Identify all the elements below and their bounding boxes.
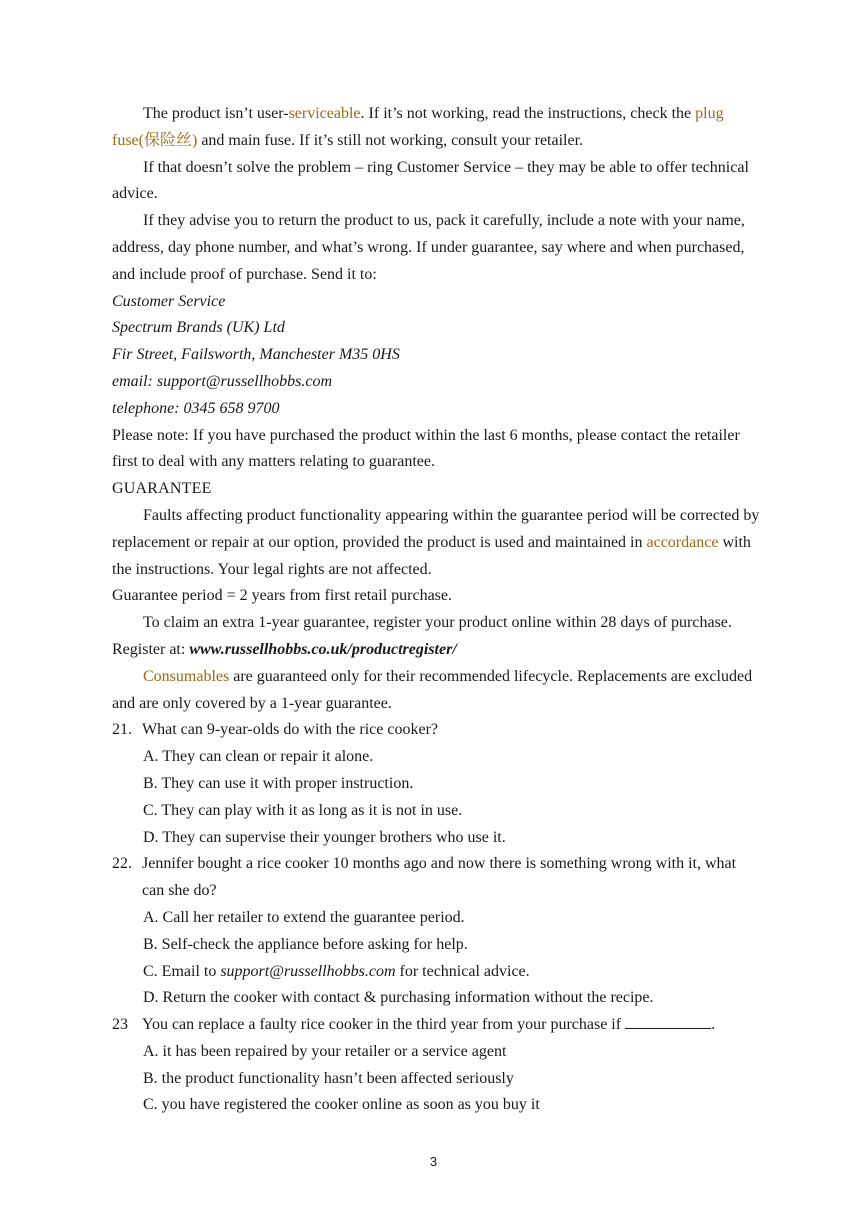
paragraph-serviceable — [112, 101, 760, 155]
option-d: D. Return the cooker with contact & purchasing information without the recipe. — [143, 989, 654, 1007]
question-text — [142, 1012, 760, 1039]
address-block — [112, 289, 760, 423]
option-a: A. it has been repaired by your retailer or a service agent — [143, 1042, 507, 1060]
option-c: C. They can play with it as long as it is not in use. — [143, 801, 463, 819]
question-number: 23 — [112, 1016, 128, 1034]
paragraph-extra-guarantee — [112, 610, 760, 664]
question-23 — [112, 1012, 760, 1119]
text-run: C. Email to — [143, 962, 221, 980]
question-21 — [112, 717, 760, 851]
register-url: www.russellhobbs.co.uk/productregister/ — [189, 640, 457, 658]
question-stem — [112, 1012, 760, 1039]
text-run: You can replace a faulty rice cooker in the third year from your purchase if — [142, 1016, 622, 1034]
highlighted-word: accordance — [646, 533, 719, 551]
answer-blank — [625, 1012, 711, 1029]
text-run: . — [711, 1016, 716, 1034]
paragraph-return-instructions: If they advise you to return the product to us, pack it carefully, include a note with your name, address, day phone number, and what’s wrong. If under guarantee, say where and when purchased, and include proof of purchase. Send it to: — [112, 212, 745, 283]
text-run: are guaranteed only for their recommended lifecycle. Replacements are excluded and are only covered by a 1-year guarantee. — [112, 667, 753, 712]
question-text: Jennifer bought a rice cooker 10 months ago and now there is something wrong with it, what can she do? — [142, 855, 737, 900]
support-email: support@russellhobbs.com — [220, 962, 396, 980]
text-run: for technical advice. — [395, 962, 530, 980]
address-line: Spectrum Brands (UK) Ltd — [112, 319, 285, 337]
option-c: C. you have registered the cooker online as soon as you buy it — [143, 1096, 540, 1114]
document-page — [112, 101, 760, 1119]
highlighted-word: plug fuse(保险丝) — [112, 105, 724, 149]
option-b: B. They can use it with proper instruction. — [143, 774, 414, 792]
option-d: D. They can supervise their younger brothers who use it. — [143, 828, 506, 846]
text-run: To claim an extra 1-year guarantee, register your product online within 28 days of purchase. Register at: — [112, 614, 732, 658]
option-b: B. Self-check the appliance before asking for help. — [143, 935, 468, 953]
text-run: The product isn’t user- — [143, 105, 289, 122]
option-a: A. Call her retailer to extend the guarantee period. — [143, 908, 465, 926]
paragraph-consumables — [112, 664, 760, 718]
address-email: email: support@russellhobbs.com — [112, 372, 333, 390]
option-c — [112, 959, 760, 986]
question-22 — [112, 851, 760, 1012]
question-number: 21. — [112, 721, 132, 739]
option-b: B. the product functionality hasn’t been affected seriously — [143, 1069, 514, 1087]
question-stem — [112, 717, 760, 744]
address-line: Fir Street, Failsworth, Manchester M35 0HS — [112, 346, 400, 364]
text-run: and main fuse. If it’s still not working, consult your retailer. — [197, 131, 584, 149]
section-heading-guarantee: GUARANTEE — [112, 480, 212, 498]
highlighted-word: serviceable — [288, 105, 361, 122]
paragraph-customer-service: If that doesn’t solve the problem – ring Customer Service – they may be able to offer technical advice. — [112, 158, 749, 203]
question-number: 22. — [112, 855, 132, 873]
page-number: 3 — [429, 1154, 438, 1169]
text-run: . If it’s not working, read the instructions, check the — [360, 105, 696, 122]
paragraph-faults — [112, 503, 760, 583]
text-run: Faults affecting product functionality appearing within the guarantee period will be corrected by replacement or repair at our option, provided the product is used and maintained in — [112, 506, 760, 551]
highlighted-word: Consumables — [143, 667, 230, 685]
text-run: with the instructions. Your legal rights are not affected. — [112, 533, 751, 578]
address-line: Customer Service — [112, 292, 226, 310]
option-a: A. They can clean or repair it alone. — [143, 748, 374, 766]
paragraph-note: Please note: If you have purchased the product within the last 6 months, please contact the retailer first to deal with any matters relating to guarantee. — [112, 426, 740, 471]
question-stem — [112, 851, 760, 905]
address-telephone: telephone: 0345 658 9700 — [112, 399, 280, 417]
paragraph-guarantee-period: Guarantee period = 2 years from first retail purchase. — [112, 587, 452, 605]
question-text: What can 9-year-olds do with the rice cooker? — [142, 721, 438, 739]
